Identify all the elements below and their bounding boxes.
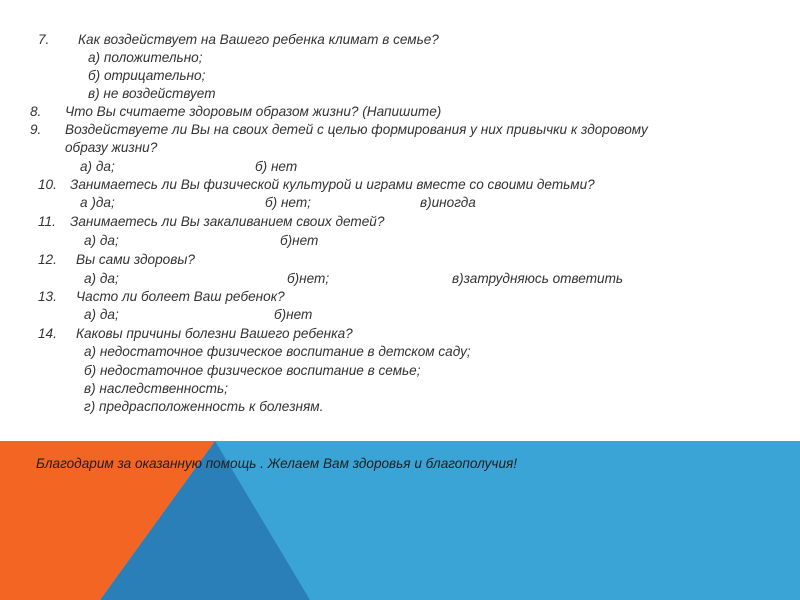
q10-option-a: а )да; bbox=[80, 195, 115, 210]
q9-option-b: б) нет bbox=[255, 159, 298, 174]
q9-number: 9. bbox=[30, 122, 42, 137]
q10-number: 10. bbox=[38, 177, 57, 192]
q12-number: 12. bbox=[38, 252, 57, 267]
footer-thanks: Благодарим за оказанную помощь . Желаем Вам здоровья и благополучия! bbox=[36, 456, 518, 471]
q12-option-c: в)затрудняюсь ответить bbox=[452, 271, 624, 286]
q11-option-b: б)нет bbox=[280, 233, 319, 248]
q13-option-a: а) да; bbox=[84, 307, 119, 322]
q7-option-b: б) отрицательно; bbox=[88, 68, 206, 83]
q13-text: Часто ли болеет Ваш ребенок? bbox=[76, 289, 285, 304]
q12-text: Вы сами здоровы? bbox=[76, 252, 195, 267]
q14-option-a: а) недостаточное физическое воспитание в детском саду; bbox=[84, 344, 471, 359]
q12-option-b: б)нет; bbox=[287, 271, 330, 286]
q14-number: 14. bbox=[38, 326, 57, 341]
q9-text-line-1: Воздействуете ли Вы на своих детей с целью формирования у них привычки к здоровому bbox=[65, 122, 648, 137]
q7-option-c: в) не воздействует bbox=[88, 86, 216, 101]
q10-text: Занимаетесь ли Вы физической культурой и играми вместе со своими детьми? bbox=[70, 177, 595, 192]
q13-option-b: б)нет bbox=[274, 307, 313, 322]
q14-text: Каковы причины болезни Вашего ребенка? bbox=[76, 326, 353, 341]
q8-number: 8. bbox=[30, 104, 42, 119]
q7-option-a: а) положительно; bbox=[88, 50, 203, 65]
q9-option-a: а) да; bbox=[80, 159, 115, 174]
q14-option-d: г) предрасположенность к болезням. bbox=[84, 399, 324, 414]
q14-option-b: б) недостаточное физическое воспитание в семье; bbox=[84, 363, 421, 378]
q10-option-c: в)иногда bbox=[420, 195, 476, 210]
q8-text: Что Вы считаете здоровым образом жизни? (Напишите) bbox=[65, 104, 442, 119]
q7-number: 7. bbox=[38, 32, 50, 47]
q11-option-a: а) да; bbox=[84, 233, 119, 248]
q11-number: 11. bbox=[38, 214, 56, 229]
q12-option-a: а) да; bbox=[84, 271, 119, 286]
q7-text: Как воздействует на Вашего ребенка климат в семье? bbox=[78, 32, 439, 47]
q10-option-b: б) нет; bbox=[265, 195, 311, 210]
q13-number: 13. bbox=[38, 289, 57, 304]
q14-option-c: в) наследственность; bbox=[84, 381, 228, 396]
q9-text-line-2: образу жизни? bbox=[65, 140, 158, 155]
q11-text: Занимаетесь ли Вы закаливанием своих детей? bbox=[70, 214, 385, 229]
